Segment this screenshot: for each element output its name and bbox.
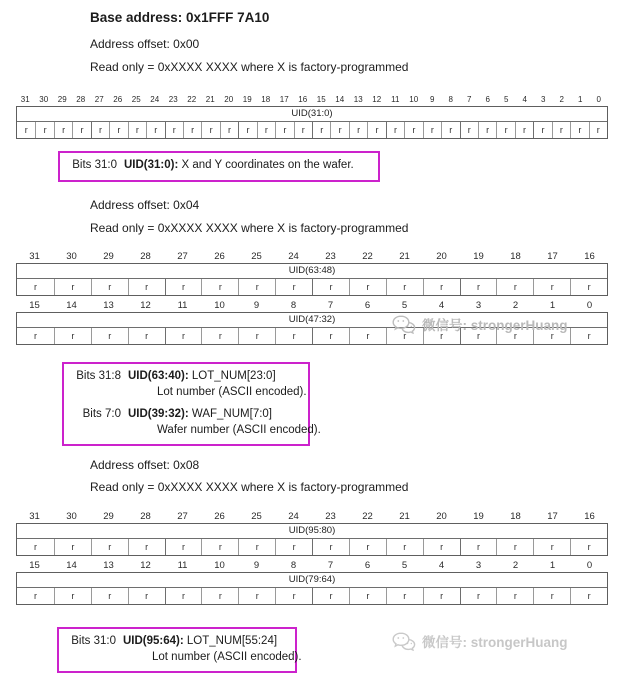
- access-cell: r: [496, 588, 533, 604]
- access-cell: r: [496, 328, 533, 344]
- bit-number: 20: [436, 511, 447, 522]
- bit-number: 22: [362, 511, 373, 522]
- access-cell: r: [349, 328, 386, 344]
- access-cell: r: [91, 122, 109, 138]
- field-label: UID(47:32): [17, 313, 607, 328]
- watermark-text: 微信号: strongerHuang: [422, 318, 568, 333]
- bit-number: 19: [473, 511, 484, 522]
- register-table-uid-95-64: [16, 510, 608, 605]
- bit-number: 5: [401, 560, 408, 571]
- access-cell: r: [533, 539, 570, 555]
- access-cell: r: [533, 588, 570, 604]
- access-cell: r: [91, 539, 128, 555]
- bit-number: 8: [448, 95, 453, 104]
- bit-number: 2: [559, 95, 564, 104]
- access-cell: r: [33, 591, 37, 601]
- access-cell: r: [404, 122, 422, 138]
- access-cell: r: [54, 588, 91, 604]
- bit-number: 13: [353, 95, 363, 104]
- watermark-mid: [392, 314, 568, 334]
- access-cell: r: [201, 539, 238, 555]
- access-row: [17, 122, 607, 138]
- access-cell: r: [349, 279, 386, 295]
- bit-number: 17: [547, 511, 558, 522]
- bit-number: 18: [510, 251, 521, 262]
- access-cell: r: [533, 328, 570, 344]
- access-cell: r: [460, 539, 497, 555]
- register-note-uid-31-0: [58, 151, 380, 182]
- bit-number-row: [16, 510, 608, 523]
- register-note-uid-95-64: [57, 627, 302, 673]
- access-cell: r: [312, 539, 349, 555]
- bit-number: 29: [103, 511, 114, 522]
- bit-number: 11: [177, 300, 188, 311]
- field-label: UID(79:64): [17, 573, 607, 588]
- access-cell: r: [128, 279, 165, 295]
- note-body: UID(39:32): WAF_NUM[7:0] Wafer number (ASCII encoded).: [128, 407, 321, 438]
- bit-number: 3: [541, 95, 546, 104]
- bit-number: 15: [29, 300, 40, 311]
- bit-number: 18: [510, 511, 521, 522]
- note-bits-label: Bits 31:0: [72, 159, 117, 171]
- bit-number: 9: [430, 95, 435, 104]
- bit-number: 2: [512, 560, 519, 571]
- bit-number: 0: [596, 95, 601, 104]
- bit-number: 1: [549, 560, 556, 571]
- access-cell: r: [109, 122, 127, 138]
- access-cell: r: [423, 588, 460, 604]
- access-cell: r: [275, 279, 312, 295]
- bit-number: 12: [372, 95, 382, 104]
- bit-number: 10: [409, 95, 419, 104]
- bit-number-row: [16, 250, 608, 263]
- bit-number: 29: [103, 251, 114, 262]
- access-cell: r: [552, 122, 570, 138]
- bit-number: 19: [242, 95, 252, 104]
- bit-number: 3: [475, 560, 482, 571]
- access-cell: r: [589, 122, 607, 138]
- access-cell: r: [515, 122, 533, 138]
- note-description: Wafer number (ASCII encoded).: [157, 423, 321, 436]
- bit-number: 7: [327, 560, 334, 571]
- access-cell: r: [72, 122, 90, 138]
- bit-number: 7: [467, 95, 472, 104]
- access-cell: r: [349, 539, 386, 555]
- bit-number: 10: [214, 300, 225, 311]
- access-cell: r: [165, 539, 202, 555]
- bit-number: 26: [214, 511, 225, 522]
- bit-number: 15: [29, 560, 40, 571]
- access-cell: r: [496, 122, 514, 138]
- bit-number: 23: [325, 251, 336, 262]
- note-body: UID(63:40): LOT_NUM[23:0] Lot number (ASCII encoded).: [128, 369, 307, 400]
- note-bits-label: Bits 7:0: [82, 408, 121, 420]
- bit-number: 23: [168, 95, 178, 104]
- note-description: Lot number (ASCII encoded).: [152, 650, 302, 663]
- access-cell: r: [201, 328, 238, 344]
- register-cells: [16, 106, 608, 139]
- bit-number: 19: [473, 251, 484, 262]
- bit-number: 22: [187, 95, 197, 104]
- watermark-text: 微信号: strongerHuang: [422, 635, 568, 650]
- access-cell: r: [386, 328, 423, 344]
- wechat-icon: [392, 315, 416, 334]
- note-bits-label: Bits 31:8: [76, 370, 121, 382]
- access-row: [17, 539, 607, 555]
- note-description: Lot number (ASCII encoded).: [157, 385, 307, 398]
- access-row: [17, 279, 607, 295]
- access-cell: r: [312, 588, 349, 604]
- bit-number: 9: [253, 300, 260, 311]
- bit-number: 13: [103, 560, 114, 571]
- bit-number: 8: [290, 560, 297, 571]
- bit-number: 4: [522, 95, 527, 104]
- access-cell: r: [386, 539, 423, 555]
- access-cell: r: [478, 122, 496, 138]
- access-cell: r: [128, 122, 146, 138]
- bit-number: 31: [20, 95, 30, 104]
- bit-number: 4: [438, 300, 445, 311]
- register-note-uid-63-32: [62, 362, 321, 446]
- access-cell: r: [294, 122, 312, 138]
- access-cell: r: [54, 279, 91, 295]
- access-cell: r: [441, 122, 459, 138]
- bit-number: 24: [288, 251, 299, 262]
- register-row: [16, 559, 608, 605]
- bit-number: 20: [224, 95, 234, 104]
- access-cell: r: [423, 328, 460, 344]
- bit-number: 0: [586, 560, 593, 571]
- bit-number: 22: [362, 251, 373, 262]
- access-cell: r: [54, 122, 72, 138]
- bit-number: 29: [57, 95, 67, 104]
- access-cell: r: [238, 122, 256, 138]
- bit-number: 27: [94, 95, 104, 104]
- access-cell: r: [312, 279, 349, 295]
- access-cell: r: [386, 279, 423, 295]
- access-cell: r: [165, 279, 202, 295]
- access-cell: r: [423, 279, 460, 295]
- bit-number: 6: [364, 300, 371, 311]
- bit-number: 14: [66, 560, 77, 571]
- note-entry: [71, 407, 321, 438]
- bit-number: 28: [140, 511, 151, 522]
- note-field-name: UID(63:40):: [128, 370, 189, 382]
- access-cell: r: [349, 122, 367, 138]
- bit-number: 15: [316, 95, 326, 104]
- bit-number: 16: [584, 251, 595, 262]
- register-table-uid-31-0: [16, 93, 608, 139]
- bit-number: 12: [140, 560, 151, 571]
- access-cell: r: [201, 588, 238, 604]
- note-entry: [71, 369, 307, 400]
- access-cell: r: [238, 279, 275, 295]
- bit-number: 14: [335, 95, 345, 104]
- bit-number: 8: [290, 300, 297, 311]
- access-cell: r: [33, 542, 37, 552]
- bit-number: 11: [177, 560, 188, 571]
- bit-number: 5: [401, 300, 408, 311]
- bit-number: 26: [214, 251, 225, 262]
- access-cell: r: [496, 279, 533, 295]
- bit-number: 18: [261, 95, 271, 104]
- access-cell: r: [386, 588, 423, 604]
- bit-number: 2: [512, 300, 519, 311]
- access-cell: r: [128, 588, 165, 604]
- bit-number: 11: [391, 95, 400, 104]
- access-cell: r: [367, 122, 385, 138]
- register-row: [16, 250, 608, 296]
- bit-number: 0: [586, 300, 593, 311]
- bit-number: 21: [399, 251, 410, 262]
- note-entry: [66, 634, 302, 665]
- bit-number: 17: [279, 95, 289, 104]
- base-address-title: Base address: 0x1FFF 7A10: [90, 10, 270, 25]
- note-field-name: UID(39:32):: [128, 408, 189, 420]
- field-label: UID(31:0): [17, 107, 607, 122]
- bit-number: 20: [436, 251, 447, 262]
- bit-number: 17: [547, 251, 558, 262]
- register-cells: [16, 523, 608, 556]
- register-row: [16, 510, 608, 556]
- note-body: UID(95:64): LOT_NUM[55:24] Lot number (ASCII encoded).: [123, 634, 302, 665]
- access-cell: r: [330, 122, 348, 138]
- access-cell: r: [349, 588, 386, 604]
- field-label: UID(95:80): [17, 524, 607, 539]
- bit-number: 16: [584, 511, 595, 522]
- access-cell: r: [570, 588, 607, 604]
- access-cell: r: [257, 122, 275, 138]
- bit-number: 5: [504, 95, 509, 104]
- access-cell: r: [423, 539, 460, 555]
- access-cell: r: [183, 122, 201, 138]
- note-field-name: UID(31:0):: [124, 159, 179, 171]
- address-offset-0: Address offset: 0x00: [90, 37, 200, 51]
- bit-number: 30: [39, 95, 49, 104]
- bit-number-row: [16, 93, 608, 106]
- bit-number: 25: [251, 251, 262, 262]
- bit-number: 3: [475, 300, 482, 311]
- access-cell: r: [423, 122, 441, 138]
- bit-number: 25: [251, 511, 262, 522]
- access-cell: r: [275, 539, 312, 555]
- bit-number: 14: [66, 300, 77, 311]
- access-cell: r: [54, 328, 91, 344]
- bit-number: 31: [29, 511, 40, 522]
- access-cell: r: [54, 539, 91, 555]
- access-cell: r: [220, 122, 238, 138]
- bit-number: 12: [140, 300, 151, 311]
- access-cell: r: [128, 328, 165, 344]
- access-cell: r: [570, 539, 607, 555]
- bit-number: 1: [578, 95, 583, 104]
- bit-number: 10: [214, 560, 225, 571]
- access-cell: r: [201, 122, 219, 138]
- access-cell: r: [128, 539, 165, 555]
- bit-number: 21: [399, 511, 410, 522]
- bit-number: 30: [66, 511, 77, 522]
- access-cell: r: [312, 328, 349, 344]
- read-only-line-2: Read only = 0xXXXX XXXX where X is factory-programmed: [90, 480, 409, 494]
- register-row: [16, 93, 608, 139]
- access-cell: r: [275, 122, 293, 138]
- bit-number: 7: [327, 300, 334, 311]
- bit-number: 9: [253, 560, 260, 571]
- register-cells: [16, 263, 608, 296]
- access-cell: r: [570, 122, 588, 138]
- access-cell: r: [386, 122, 404, 138]
- access-cell: r: [91, 279, 128, 295]
- access-cell: r: [570, 279, 607, 295]
- access-cell: r: [312, 122, 330, 138]
- register-cells: [16, 572, 608, 605]
- bit-number: 28: [140, 251, 151, 262]
- bit-number: 1: [549, 300, 556, 311]
- address-offset-2: Address offset: 0x08: [90, 458, 200, 472]
- wechat-icon: [392, 632, 416, 651]
- access-cell: r: [165, 122, 183, 138]
- note-bits-label: Bits 31:0: [71, 635, 116, 647]
- access-cell: r: [33, 282, 37, 292]
- access-cell: r: [533, 122, 551, 138]
- access-cell: r: [533, 279, 570, 295]
- access-cell: r: [165, 588, 202, 604]
- bit-number: 21: [205, 95, 215, 104]
- access-cell: r: [460, 279, 497, 295]
- bit-number: 30: [66, 251, 77, 262]
- bit-number: 24: [288, 511, 299, 522]
- note-body: UID(31:0): X and Y coordinates on the wafer.: [124, 159, 354, 171]
- access-cell: r: [146, 122, 164, 138]
- access-cell: r: [238, 539, 275, 555]
- access-cell: r: [460, 122, 478, 138]
- field-label: UID(63:48): [17, 264, 607, 279]
- access-cell: r: [275, 328, 312, 344]
- bit-number: 24: [150, 95, 160, 104]
- access-cell: r: [24, 125, 28, 135]
- note-field-name: UID(95:64):: [123, 635, 184, 647]
- access-cell: r: [91, 328, 128, 344]
- bit-number: 6: [364, 560, 371, 571]
- bit-number: 16: [298, 95, 308, 104]
- bit-number: 28: [76, 95, 86, 104]
- access-cell: r: [165, 328, 202, 344]
- bit-number: 26: [113, 95, 123, 104]
- access-cell: r: [496, 539, 533, 555]
- access-cell: r: [238, 328, 275, 344]
- access-cell: r: [460, 588, 497, 604]
- bit-number: 31: [29, 251, 40, 262]
- read-only-line-0: Read only = 0xXXXX XXXX where X is factory-programmed: [90, 60, 409, 74]
- access-cell: r: [570, 328, 607, 344]
- access-row: [17, 588, 607, 604]
- access-cell: r: [201, 279, 238, 295]
- bit-number: 6: [485, 95, 490, 104]
- bit-number: 23: [325, 511, 336, 522]
- address-offset-1: Address offset: 0x04: [90, 198, 200, 212]
- bit-number: 13: [103, 300, 114, 311]
- bit-number: 4: [438, 560, 445, 571]
- watermark-bottom: [392, 631, 568, 651]
- access-cell: r: [91, 588, 128, 604]
- access-cell: r: [33, 331, 37, 341]
- read-only-line-1: Read only = 0xXXXX XXXX where X is factory-programmed: [90, 221, 409, 235]
- bit-number: 25: [131, 95, 141, 104]
- bit-number-row: [16, 559, 608, 572]
- access-cell: r: [238, 588, 275, 604]
- access-cell: r: [275, 588, 312, 604]
- access-cell: r: [35, 122, 53, 138]
- access-cell: r: [460, 328, 497, 344]
- bit-number: 27: [177, 251, 188, 262]
- bit-number: 27: [177, 511, 188, 522]
- note-entry: [67, 158, 369, 174]
- bit-number-row: [16, 299, 608, 312]
